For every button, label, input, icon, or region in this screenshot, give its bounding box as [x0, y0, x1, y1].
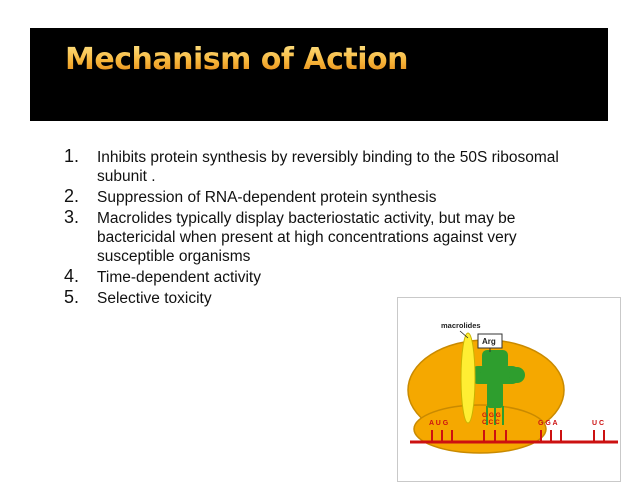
- codon-aug-label: A U G: [429, 420, 449, 427]
- list-item: [64, 148, 584, 186]
- ribosome-small-subunit: [414, 405, 546, 453]
- anticodon-bottom-label: C C C: [482, 419, 500, 426]
- list-item: [64, 268, 584, 287]
- item-text: Suppression of RNA-dependent protein synthesis: [97, 189, 437, 206]
- macrolide-molecule: [461, 333, 475, 423]
- ribosome-diagram-svg: [398, 298, 620, 481]
- slide-title: Mechanism of Action: [65, 42, 408, 77]
- list-item: [64, 209, 584, 266]
- bullet-list: [64, 148, 584, 310]
- codon-uc-label: U C: [592, 420, 605, 427]
- item-number: 2.: [64, 186, 80, 206]
- macrolides-label: macrolides: [441, 321, 481, 330]
- item-text: Inhibits protein synthesis by reversibly binding to the 50S ribosomal subunit .: [97, 149, 559, 185]
- item-text: Selective toxicity: [97, 290, 212, 307]
- ribosome-diagram: [397, 297, 621, 482]
- anticodon-top-label: G G G: [482, 412, 501, 419]
- item-text: Macrolides typically display bacteriostatic activity, but may be bactericidal when present at high concentrations against very susceptible organisms: [97, 210, 517, 265]
- item-number: 5.: [64, 287, 80, 307]
- title-bar: [30, 28, 608, 121]
- item-number: 4.: [64, 266, 80, 286]
- item-text: Time-dependent activity: [97, 269, 261, 286]
- item-number: 3.: [64, 207, 80, 227]
- item-number: 1.: [64, 146, 80, 166]
- codon-gga-label: G G A: [538, 420, 558, 427]
- arg-label: Arg: [482, 337, 496, 346]
- list-item: [64, 188, 584, 207]
